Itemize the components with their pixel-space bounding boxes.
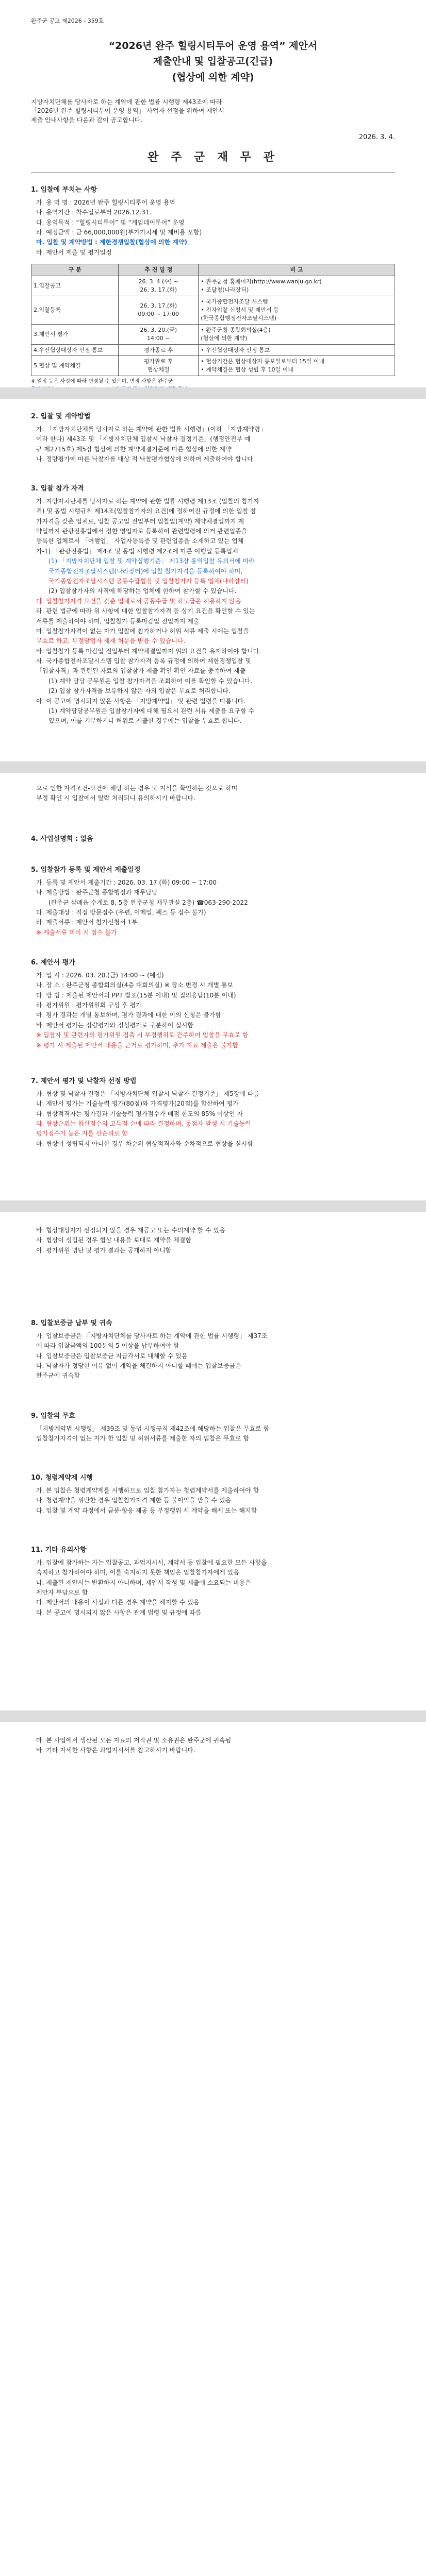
notice-number: 완주군 공고 제2026 - 359호 xyxy=(31,18,104,24)
s10-line: 나. 청렴계약을 위반한 경우 입찰참가자격 제한 등 불이익을 받을 수 있음 xyxy=(36,1497,232,1504)
s3-line: (1) 계약담당공무원은 입찰참가자에 대해 필요시 관련 서류 제출을 요구할 수 xyxy=(48,707,255,715)
s8-line: 나. 입찰보증금은 입찰보증금 지급각서로 대체할 수 있음 xyxy=(36,1352,188,1360)
section-1-title: 1. 입찰에 부치는 사항 xyxy=(31,186,97,194)
s8-line: 다. 낙찰자가 정당한 이유 없이 계약을 체결하지 아니할 때에는 입찰보증금은 xyxy=(36,1362,241,1370)
s8-line: 완주군에 귀속함 xyxy=(36,1372,80,1380)
s3-line: 라. 관련 법규에 따라 위 사항에 대한 입찰참가자격 등 상기 요건을 확인할 수 있는 xyxy=(36,607,255,615)
s7-tail-line: 사. 협상이 성립된 경우 협상 내용을 토대로 계약을 체결함 xyxy=(36,1236,191,1244)
s1-item-3: 라. 예정금액 : 금 66,000,000원(부가가치세 및 제비용 포함) xyxy=(36,229,202,236)
s2-line: 이라 한다) 제43조 및 「지방자치단체 입찰시 낙찰자 결정기준」(행정안전부 예 xyxy=(36,435,251,443)
s10-line: 다. 입찰 및 계약 과정에서 금품·향응 제공 등 부정행위 시 계약을 해제 또는 해지함 xyxy=(36,1506,257,1514)
s3-line: 국가종합전자조달시스템 공동수급협정 및 입찰참가자 등록 업체(나라장터) xyxy=(48,577,249,585)
s6-line: ※ 입찰자 및 관련자의 평가위원 접촉 시 부정행위로 간주하여 입찰을 무효로 함 xyxy=(36,1031,249,1039)
s7-tail-line: 아. 평가위원 명단 및 평가 결과는 공개하지 아니함 xyxy=(36,1246,172,1254)
date-block xyxy=(31,133,395,143)
s5-line: 가. 등록 및 제안서 제출기간 : 2026. 03. 17.(화) 09:00 ~ 17:00 xyxy=(36,878,217,886)
table-row xyxy=(31,344,395,356)
page-gap xyxy=(0,1200,426,1212)
s3-line: 약일까지 관광진흥법에서 정한 영업자로 등록하여 관련법령에 의거 관련업종을 xyxy=(36,528,248,535)
s11-line: 라. 본 공고에 명시되지 않은 사항은 관계 법령 및 규정에 따름 xyxy=(36,1608,202,1616)
s11-line: 가. 입찰에 참가하는 자는 입찰공고, 과업지시서, 계약서 등 입찰에 필요한 모든 사항을 xyxy=(36,1558,267,1566)
section-7-title: 7. 제안서 평가 및 낙찰자 선정 방법 xyxy=(31,1077,137,1085)
s9-line: 입찰참가자격이 없는 자가 한 입찰 및 허위서류를 제출한 자의 입찰은 무효로 함 xyxy=(36,1435,249,1443)
schedule-table xyxy=(31,264,395,376)
s3-line: 바. 입찰참가 등록 마감일 전일부터 계약체결일까지 위의 요건을 유지하여야 합니다. xyxy=(36,647,261,655)
table-cell: 평가종료 후 xyxy=(119,344,199,356)
s7-line: 가. 협상 및 낙찰자 결정은 「지방자치단체 입찰시 낙찰자 결정기준」 제5장에 따름 xyxy=(36,1090,259,1097)
s6-line: 나. 장 소 : 완주군청 종합회의실(4층 대회의실) ※ 장소 변경 시 개별 통보 xyxy=(36,981,234,989)
s3-line: (2) 입찰 참가자격을 보유하지 않은 자의 입찰은 무효로 처리합니다. xyxy=(48,687,231,695)
s3-line: 가-1) 「관광진흥법」 제4조 및 동법 시행령 제2조에 따른 여행업 등록업체 xyxy=(36,547,238,555)
table-cell: 1.입찰공고 xyxy=(31,276,119,296)
table-cell: 26. 3. 17.(화) 09:00 ~ 17:00 xyxy=(119,296,199,324)
section-3-continued xyxy=(31,784,395,804)
table-header: 비 고 xyxy=(199,264,395,276)
s11-line: 나. 제출된 제안서는 반환하지 아니하며, 제안서 작성 및 제출에 소요되는 비용은 xyxy=(36,1579,251,1586)
s7-line: 다. 협상적격자는 평가결과 기술능력 평가점수가 배점 한도의 85% 이상인 자 xyxy=(36,1110,243,1117)
s3-line: 「입찰자격」과 관련된 자료의 입찰참가 제출 확인 확인 자료를 충족하여 제출 xyxy=(36,667,246,675)
page-gap xyxy=(0,761,426,773)
intro-line-2: 「2026년 완주 힐링시티투어 운영 용역」 사업자 선정을 위하여 제안서 xyxy=(31,107,224,115)
title-line-2: 제출안내 및 입찰공고(긴급) xyxy=(153,56,273,67)
section-4 xyxy=(31,835,395,844)
table-cell: 3.제안서 평가 xyxy=(31,324,119,344)
s1-item-0: 가. 용 역 명 : 2026년 완주 힐링시티투어 운영 용역 xyxy=(36,198,175,206)
header-divider xyxy=(31,172,395,173)
s5-line: ※ 제출서류 미비 시 접수 불가 xyxy=(36,928,117,936)
title-block xyxy=(31,38,395,85)
table-cell: • 완주군청 홈페이지(http://www.wanju.go.kr) • 조달청(나라장터) xyxy=(199,276,395,296)
s3-line: 등록한 업체로서 「여행업」 사업자등록증 및 관련업종을 소재하고 있는 업체 xyxy=(36,537,244,545)
s2-line: 규 제2715호) 제5장 협상에 의한 계약체결기준에 따른 협상에 의한 계약 xyxy=(36,445,232,453)
s3-line: (1) 「지방자치단체 입찰 및 계약집행기준」 제13장 용역입찰 유의서에 따라 xyxy=(48,557,255,565)
section-1 xyxy=(31,185,395,258)
section-3 xyxy=(31,484,395,727)
table-row xyxy=(31,356,395,376)
section-4-title: 4. 사업설명회 : 없음 xyxy=(31,835,93,843)
page-gap xyxy=(0,1710,426,1722)
table-cell: 26. 3. 4.(수) ~ 26. 3. 17.(화) xyxy=(119,276,199,296)
s7-line: 나. 제안서 평가는 기술능력 평가(80점)와 가격평가(20점)를 합산하여 평가 xyxy=(36,1100,239,1108)
table-cell: 5.협상 및 계약체결 xyxy=(31,356,119,376)
title-line-3: (협상에 의한 계약) xyxy=(172,71,254,83)
page-gap xyxy=(0,387,426,399)
s5-line: 다. 제출대상 : 직접 방문접수 (우편, 이메일, 팩스 등 접수 불가) xyxy=(36,909,206,917)
s3-line: (2) 입찰참가자의 자격에 해당하는 업체에 한하여 참가할 수 있습니다. xyxy=(48,587,237,595)
s11-tail-line: 마. 본 사업에서 생산된 모든 자료의 저작권 및 소유권은 완주군에 귀속됨 xyxy=(36,1737,232,1744)
s1-item-5: 바. 제안서 제출 및 평가일정 xyxy=(36,248,112,256)
s9-line: 「지방계약법 시행령」 제39조 및 동법 시행규칙 제42조에 해당하는 입찰은 무효로 함 xyxy=(36,1425,270,1432)
section-9 xyxy=(31,1412,395,1445)
intro-line-1: 지방자치단체를 당사자로 하는 계약에 관한 법률 시행령 제43조에 따라 xyxy=(31,98,222,106)
s7-tail-line: 바. 협상대상자가 선정되지 않을 경우 재공고 또는 수의계약 할 수 있음 xyxy=(36,1227,225,1234)
organization-name: 완 주 군 재 무 관 xyxy=(148,151,278,164)
table-row xyxy=(31,276,395,296)
table-cell: 4.우선협상대상자 선정 통보 xyxy=(31,344,119,356)
section-6 xyxy=(31,958,395,1051)
s11-line: 다. 제안서의 내용이 사실과 다른 경우 계약을 해지할 수 있음 xyxy=(36,1599,200,1606)
section-8 xyxy=(31,1319,395,1382)
s7-line: 마. 협상이 성립되지 아니한 경우 차순위 협상적격자와 순차적으로 협상을 실시함 xyxy=(36,1140,253,1147)
section-11 xyxy=(31,1546,395,1618)
section-7 xyxy=(31,1077,395,1149)
intro-block xyxy=(31,98,395,125)
s3-line: 격) 및 동법 시행규칙 제14조(입찰참가자의 요건)에 정하여진 규정에 의한 입찰 참 xyxy=(36,507,256,515)
s6-line: 마. 평가 결과는 개별 통보하며, 평가 결과에 대한 이의 신청은 불가함 xyxy=(36,1011,221,1019)
table-cell: 2.입찰등록 xyxy=(31,296,119,324)
section-7-continued xyxy=(31,1226,395,1256)
section-6-title: 6. 제안서 평가 xyxy=(31,959,75,967)
title-line-1: “2026년 완주 힐링시티투어 운영 용역” 제안서 xyxy=(108,40,318,52)
s5-line: (완주군 삼례읍 수계로 8, 5층 완주군청 재무관실 2층) ☎063-290-2022 xyxy=(48,899,248,906)
s5-line: 나. 제출방법 : 완주군청 종합행정과 재무담당 xyxy=(36,889,158,896)
s3-line: 있으며, 이를 거부하거나 허위로 제출한 경우에는 입찰을 무효로 합니다. xyxy=(48,717,242,725)
s8-line: 에 따라 입찰금액의 100분의 5 이상을 납부하여야 함 xyxy=(36,1342,179,1350)
section-8-title: 8. 입찰보증금 납부 및 귀속 xyxy=(31,1319,112,1327)
table-cell: 26. 3. 20.(금) 14:00 ~ xyxy=(119,324,199,344)
s5-line: 라. 제출서류 : 제안서 참가신청서 1부 xyxy=(36,919,138,926)
section-11-continued xyxy=(31,1736,395,1756)
s11-line: 숙지하고 참가하여야 하며, 이를 숙지하지 못한 책임은 입찰참가자에게 있음 xyxy=(36,1569,239,1577)
table-row xyxy=(31,296,395,324)
schedule-note-line-1: ※ 일정 등은 사정에 따라 변경될 수 있으며, 변경 사항은 완주군 xyxy=(31,379,173,385)
s7-line: 라. 협상순위는 합산점수의 고득점 순에 따라 결정하며, 동점자 발생 시 기술능력 xyxy=(36,1120,251,1128)
section-5 xyxy=(31,866,395,938)
table-cell: • 우선협상대상자 선정 통보 xyxy=(199,344,395,356)
s6-line: 가. 일 시 : 2026. 03. 20.(금) 14:00 ~ (예정) xyxy=(36,971,164,979)
s3-line: (1) 계약 담당 공무원은 입찰 참가자격을 조회하여 이를 확인할 수 있습니다. xyxy=(48,677,253,685)
section-10-title: 10. 청렴계약제 시행 xyxy=(31,1474,93,1482)
table-cell: 평가완료 후 협상체결 xyxy=(119,356,199,376)
intro-line-3: 제출 안내사항을 다음과 같이 공고합니다. xyxy=(31,116,143,124)
table-cell: • 완주군청 종합회의실(4층) (협상에 의한 계약) xyxy=(199,324,395,344)
s1-item-1: 나. 용역기간 : 착수일로부터 2026.12.31. xyxy=(36,209,152,216)
s3-line: 사. 국가종합전자조달시스템 입찰 참가자격 등록 규정에 의하여 제한경쟁입찰 및 xyxy=(36,657,251,665)
s8-line: 가. 입찰보증금은 「지방자치단체를 당사자로 하는 계약에 관한 법률 시행령」 제37조 xyxy=(36,1332,268,1340)
s2-line: 나. 정량평가에 따른 낙찰자를 대상 적 낙찰평가협상에 의하여 제출하여야 합니다. xyxy=(36,455,255,463)
schedule-table-wrap xyxy=(31,264,395,393)
s6-line: 다. 방 법 : 제출된 제안서의 PPT 발표(15분 이내) 및 질의응답(10분 이내) xyxy=(36,991,236,999)
table-cell: • 국가종합전자조달 시스템 • 전자입찰 신청서 및 제안서 등 (한국종합행정전자조달시스템) xyxy=(199,296,395,324)
s6-line: ※ 평가 시 제출된 제안서 내용을 근거로 평가하며, 추가 자료 제출은 불가함 xyxy=(36,1041,238,1049)
org-block xyxy=(31,149,395,166)
s1-item-2: 다. 용역목적 : “힐링시티투어” 및 “게임데이투어” 운영 xyxy=(36,218,185,226)
s3-tail-line: 부정 확인 시 입찰에서 탈락 처리되니 유의하시기 바랍니다. xyxy=(36,794,195,802)
table-header: 추 진 일 정 xyxy=(119,264,199,276)
s3-line: 가. 지방자치단체를 당사자로 하는 계약에 관한 법률 시행령 제13조 (입찰의 참가자 xyxy=(36,497,259,505)
section-11-title: 11. 기타 유의사항 xyxy=(31,1546,87,1554)
s6-line: 라. 평가위원 : 평가위원회 구성 후 평가 xyxy=(36,1002,142,1009)
section-2 xyxy=(31,412,395,465)
s3-tail-line: 으로 인한 자격조건-요건에 해당 하는 경우 또 지식을 확인하는 것으로 하며 xyxy=(36,785,238,792)
s7-line: 평가점수가 높은 자를 선순위로 함 xyxy=(36,1130,128,1138)
s3-line: 서류를 제출하여야 하며, 입찰참가 등록마감일 전일까지 제출 xyxy=(36,617,200,625)
s11-line: 제안자 부담으로 함 xyxy=(36,1589,88,1597)
s3-line: 아. 이 공고에 명시되지 않은 사항은 「지방계약법」 및 관련 법령을 따릅니다. xyxy=(36,697,245,705)
document-header xyxy=(31,11,395,31)
s3-line: 무효로 하고, 부정당업자 제재 처분을 받을 수 있습니다. xyxy=(36,637,186,645)
s11-tail-line: 바. 기타 자세한 사항은 과업지시서를 참고하시기 바랍니다. xyxy=(36,1747,195,1754)
section-5-title: 5. 입찰참가 등록 및 제안서 제출일정 xyxy=(31,866,141,874)
table-header: 구 분 xyxy=(31,264,119,276)
s3-line: 마. 입찰참가자격이 없는 자가 입찰에 참가하거나 허위 서류 제출 시에는 입찰을 xyxy=(36,627,249,635)
s10-line: 가. 본 입찰은 청렴계약제를 시행하므로 입찰 참가자는 청렴계약서를 제출하여야 함 xyxy=(36,1486,259,1494)
notice-date: 2026. 3. 4. xyxy=(358,133,395,141)
s2-line: 가. 「지방자치단체를 당사자로 하는 계약에 관한 법률 시행령」(이하 「지방계약령」 xyxy=(36,425,267,433)
s6-line: 바. 제안서 평가는 정량평가와 정성평가로 구분하여 실시함 xyxy=(36,1021,193,1029)
s3-line: 가자격을 갖춘 업체로, 입찰 공고일 전일부터 입찰일(계약) 계약체결일까지 계 xyxy=(36,517,244,525)
table-cell: • 협상기간은 협상대상자 통보일로부터 15일 이내 • 계약체결은 협상 성립 후 10일 이내 xyxy=(199,356,395,376)
section-3-title: 3. 입찰 참가 자격 xyxy=(31,485,84,493)
section-9-title: 9. 입찰의 무효 xyxy=(31,1412,75,1420)
section-2-title: 2. 입찰 및 계약방법 xyxy=(31,413,91,420)
section-10 xyxy=(31,1473,395,1516)
table-row xyxy=(31,324,395,344)
s1-item-4: 마. 입찰 및 계약방법 : 제한경쟁입찰(협상에 의한 계약) xyxy=(36,239,188,246)
s3-line: 국가종합전자조달시스템(나라장터)에 입찰 참가자격을 등록하여야 하며, xyxy=(48,567,243,575)
s3-line: 다. 입찰참가자격 요건을 갖춘 업체로서 공동수급 및 하도급은 허용하지 않음 xyxy=(36,597,241,605)
